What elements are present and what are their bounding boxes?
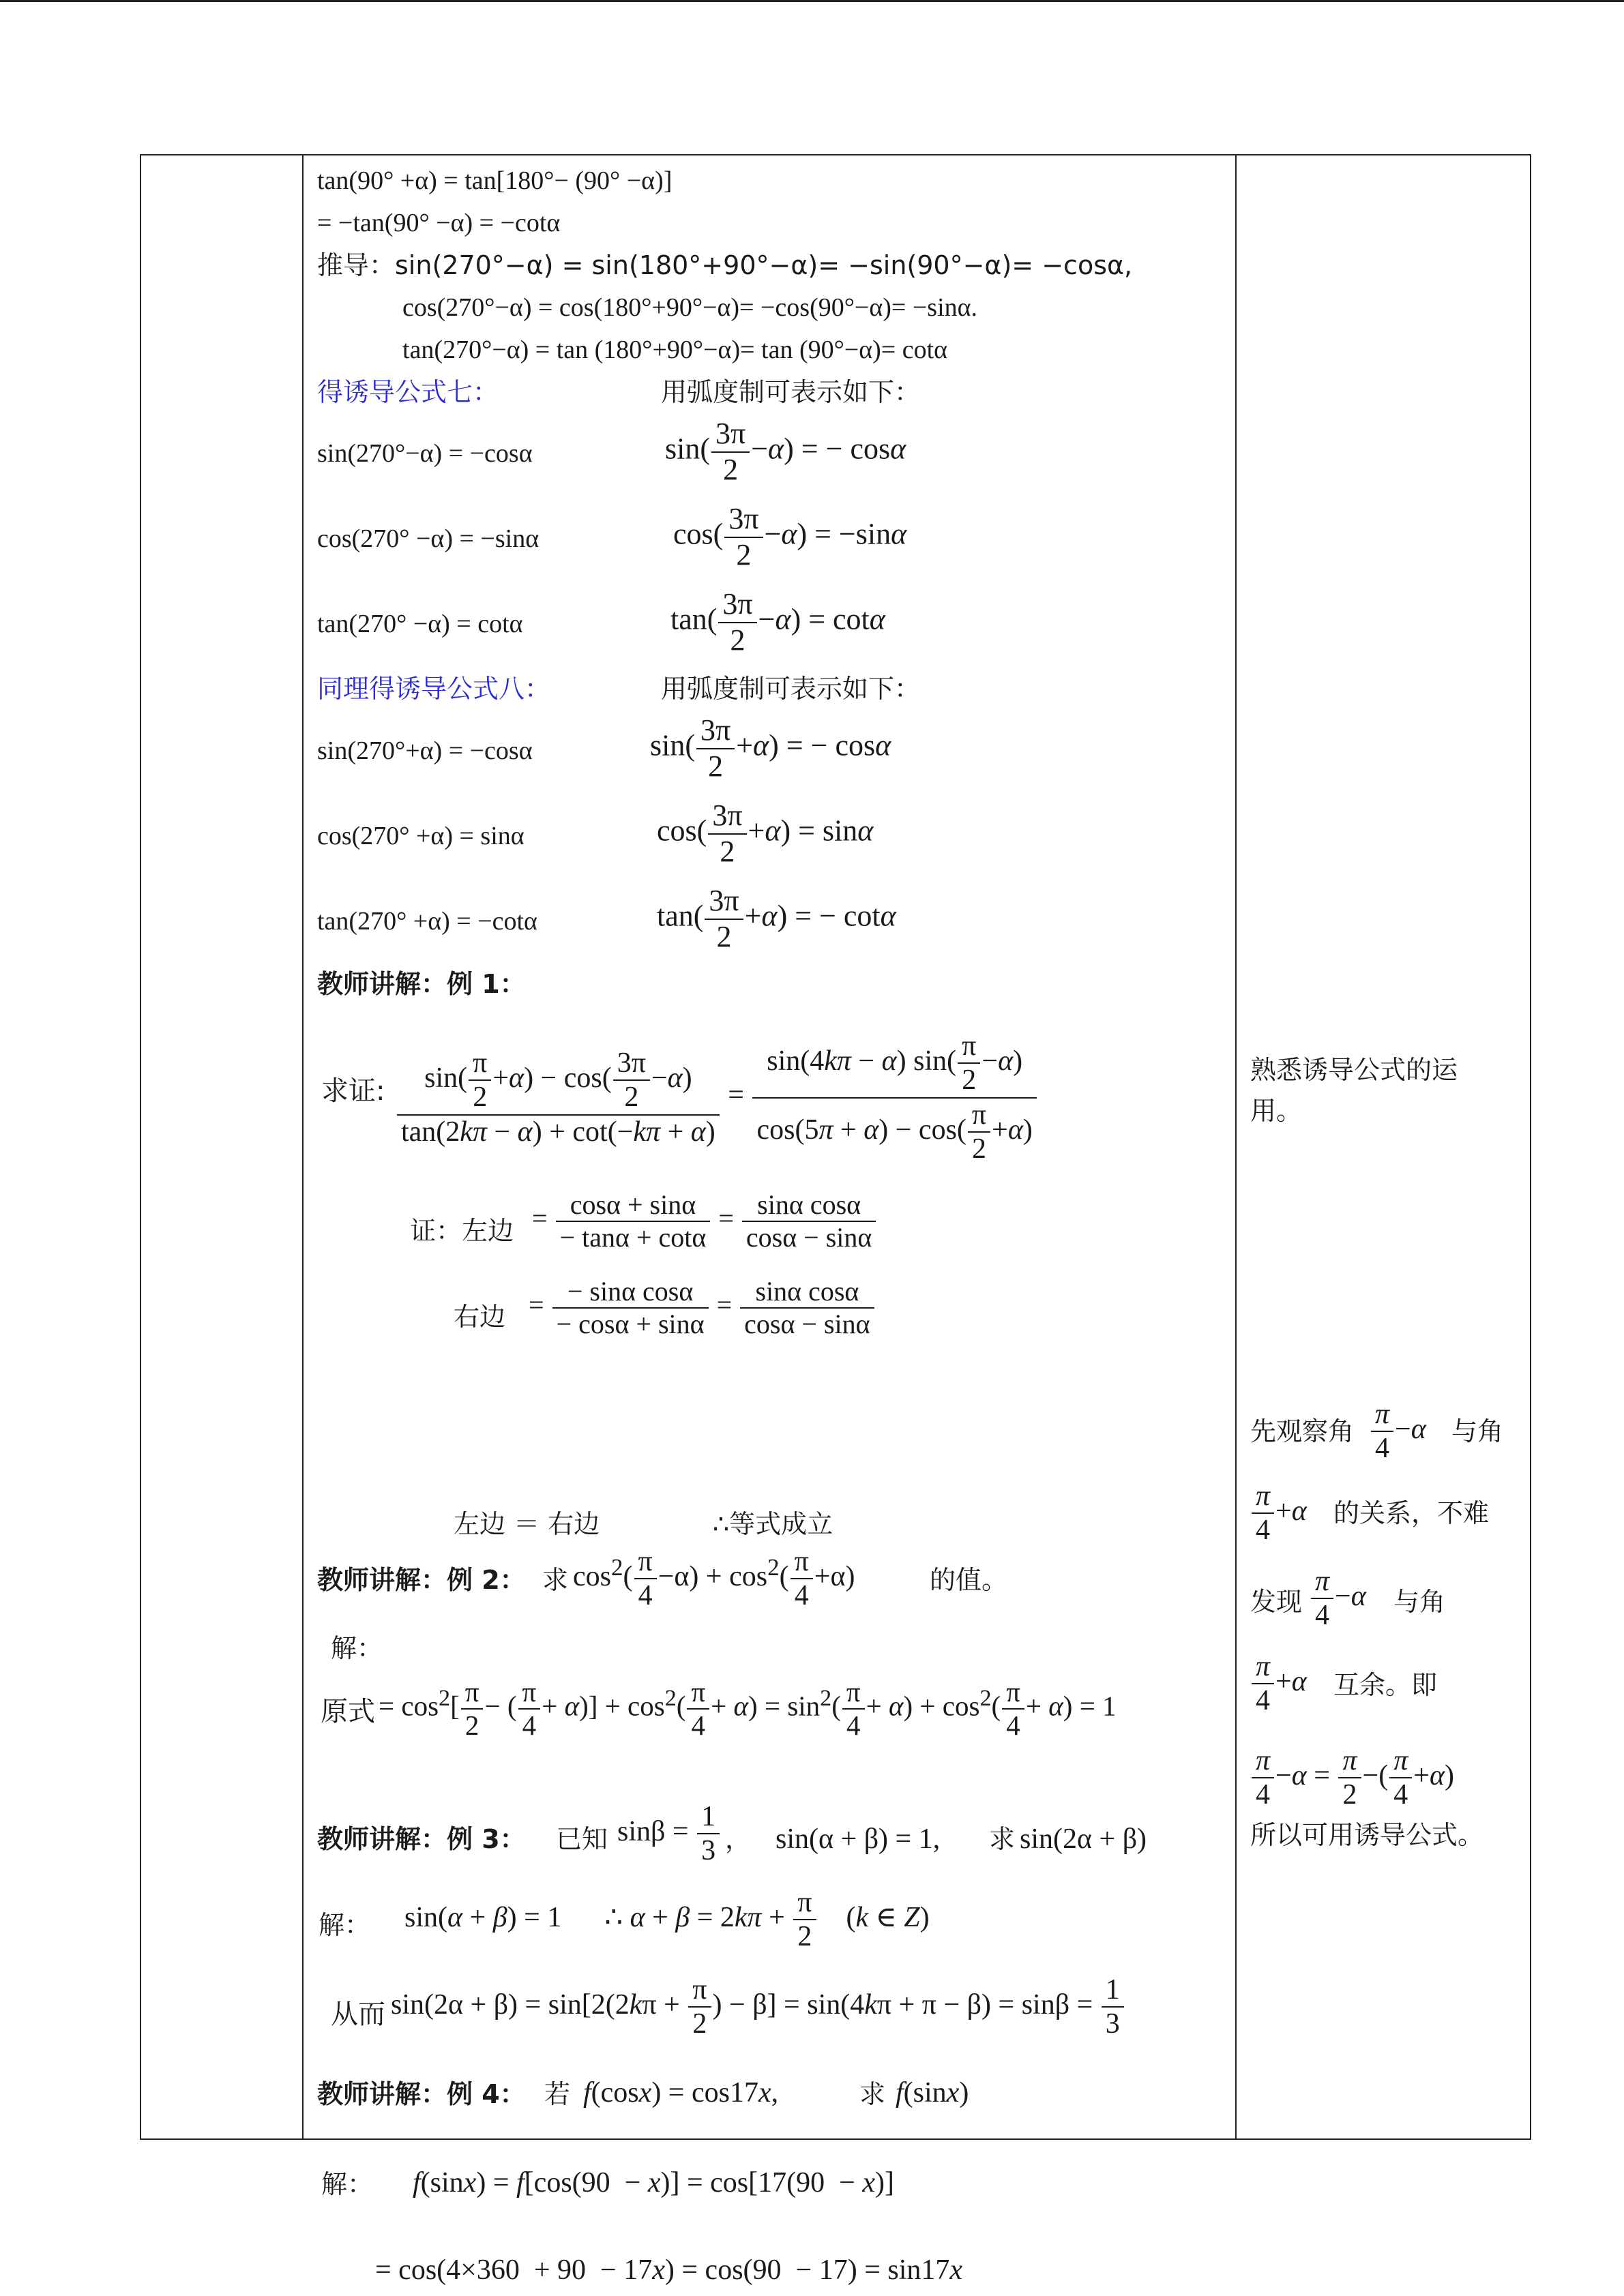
note-text: 所以可用诱导公式。: [1250, 1820, 1484, 1850]
proof-right-side: = $\frac{\text{− sinα cosα}}{- \cos\alpha + \sin\alpha}$ = $\frac{\text{sinα cosα}}{\cos\alpha - \sin\alpha}$: [529, 1276, 876, 1340]
example-3-result: sin(2α + β) = sin[2(2kπ + $\frac{\pi}{2}$ ) − β] = sin(4kπ + π − β) = sinβ = $\frac{1}{3}$: [391, 1973, 1125, 2041]
note-text: 先观察角: [1250, 1416, 1355, 1446]
formula-radian: tan( $\frac{3\pi}{2}$ +α) = − cotα: [657, 884, 896, 953]
formula: cos(270° +α) = sinα: [317, 822, 525, 850]
text-line: 推导：sin(270°−α) = sin(180°+90°−α)= −sin(90°−α)= −cosα,: [317, 250, 1133, 280]
text-line: = −tan(90° −α) = −cotα: [317, 209, 561, 237]
proof-left-side: = $\frac{\cos\alpha + \sin\alpha}{- \tan\alpha + \cot\alpha}$ = $\frac{\text{sinα cosα}}{\cos\alpha - \sin\alpha}$: [532, 1189, 877, 1253]
separator: ，: [725, 1824, 752, 1854]
example-3-step: sin(α + β) = 1 ∴ α + β = 2kπ + $\frac{\pi}{2}$ (k ∈ Z): [404, 1887, 930, 1953]
example-2-solution: = $\cos^2$[ $\frac{\pi}{2}$ − ( $\frac{\pi}{4}$ + $\alpha)] + \cos^2$( $\frac{\pi}{4}$ + $\alpha) = \sin^2$( $\frac{\pi}{4}$ + $\alpha) + \cos^2$( $\frac{\pi}{4}$ + α) = 1: [379, 1676, 1117, 1742]
formula-radian: sin( $\frac{3\pi}{2}$ +α) = − cosα: [650, 713, 891, 783]
note-formula: $\frac{\pi}{4}$ −α: [1310, 1565, 1366, 1632]
note-text: 发现: [1250, 1587, 1303, 1617]
example-heading: 教师讲解：例 2：: [317, 1565, 526, 1595]
note-text: 的关系，不难: [1333, 1498, 1490, 1528]
formula: sin(270°−α) = −cosα: [317, 439, 533, 468]
example-4-step: f(sinx) = f[cos(90 − x)] = cos[17(90 − x)]: [413, 2167, 894, 2198]
note-text: 互余。即: [1333, 1670, 1438, 1700]
note-text: 用。: [1250, 1096, 1303, 1126]
label: 已知: [556, 1824, 608, 1854]
formula: tan(270° −α) = cotα: [317, 610, 523, 638]
section-heading: 得诱导公式七：: [317, 377, 499, 407]
example-4-target: f(sinx): [896, 2077, 969, 2108]
example-1-statement: sin( $\frac{\pi}{2}$ +α) − cos( $\frac{3\pi}{2}$ −α) tan(2kπ − α) + cot(−kπ + α) = sin(4kπ − α) sin( $\frac{\pi}{2}$ −α) cos(5π + α) − cos( $\frac{\pi}{2}$ +α): [396, 1030, 1038, 1165]
text-line: tan(270°−α) = tan (180°+90°−α)= tan (90°−α)= cotα: [402, 336, 948, 364]
main-column: [317, 154, 1231, 2286]
label: 原式: [321, 1696, 375, 1727]
note-text: 熟悉诱导公式的运: [1250, 1055, 1458, 1085]
text-line: 用弧度制可表示如下：: [661, 377, 921, 407]
formula: sin(270°+α) = −cosα: [317, 736, 533, 765]
example-3-given: sinβ = $\frac{1}{3}$: [617, 1800, 721, 1868]
example-2-expression: $\cos^2$( $\frac{\pi}{4}$ $-\alpha) + \cos^2$( $\frac{\pi}{4}$ +α): [573, 1546, 855, 1612]
section-heading: 同理得诱导公式八：: [317, 674, 551, 704]
label: 从而: [331, 1999, 385, 2030]
example-heading: 教师讲解：例 1：: [317, 969, 526, 999]
text-line: 用弧度制可表示如下：: [661, 674, 921, 704]
text-line: tan(90° +α) = tan[180°− (90° −α)]: [317, 166, 673, 195]
conclusion: ∴等式成立: [713, 1509, 833, 1539]
formula: tan(270° +α) = −cotα: [317, 907, 537, 936]
label: 解：: [331, 1633, 383, 1663]
formula-radian: cos( $\frac{3\pi}{2}$ +α) = sinα: [657, 799, 874, 868]
formula-radian: tan( $\frac{3\pi}{2}$ −α) = cotα: [670, 587, 885, 657]
column-divider: [1235, 155, 1237, 2138]
example-heading: 教师讲解：例 3：: [317, 1824, 526, 1854]
conclusion: 左边 ＝ 右边: [454, 1509, 600, 1539]
text-line: cos(270°−α) = cos(180°+90°−α)= −cos(90°−α)= −sinα.: [402, 293, 978, 322]
formula: cos(270° −α) = −sinα: [317, 524, 540, 553]
note-formula: $\frac{\pi}{4}$ +α: [1250, 1650, 1307, 1718]
note-formula: $\frac{\pi}{4}$ −α = $\frac{\pi}{2}$ −( $\frac{\pi}{4}$ +α): [1250, 1744, 1454, 1812]
example-4-given: f(cosx) = cos17x,: [583, 2077, 779, 2108]
label: 解：: [321, 2169, 374, 2199]
column-divider: [302, 155, 304, 2138]
formula-radian: cos( $\frac{3\pi}{2}$ −α) = −sinα: [673, 502, 907, 571]
label: 的值。: [930, 1565, 1008, 1595]
example-heading: 教师讲解：例 4：: [317, 2079, 526, 2109]
label: 解：: [319, 1910, 371, 1940]
note-text: 与角: [1451, 1416, 1504, 1446]
formula-radian: sin( $\frac{3\pi}{2}$ −α) = − cosα: [665, 417, 906, 486]
example-3-given: sin(α + β) = 1,: [776, 1823, 941, 1855]
note-formula: $\frac{\pi}{4}$ −α: [1370, 1398, 1426, 1465]
note-text: 与角: [1393, 1587, 1446, 1617]
example-4-result: = cos(4×360 + 90 − 17x) = cos(90 − 17) = sin17x: [375, 2254, 963, 2286]
example-3-target: sin(2α + β): [1020, 1823, 1147, 1855]
label: 求证:: [321, 1075, 385, 1107]
note-formula: $\frac{\pi}{4}$ +α: [1250, 1480, 1307, 1547]
label: 求: [542, 1565, 569, 1595]
label: 右边: [454, 1302, 506, 1332]
label: 求: [989, 1824, 1016, 1854]
label: 证：左边: [410, 1216, 514, 1246]
top-rule: [0, 0, 1624, 2]
label: 若: [544, 2079, 571, 2109]
label: 求: [859, 2079, 886, 2109]
